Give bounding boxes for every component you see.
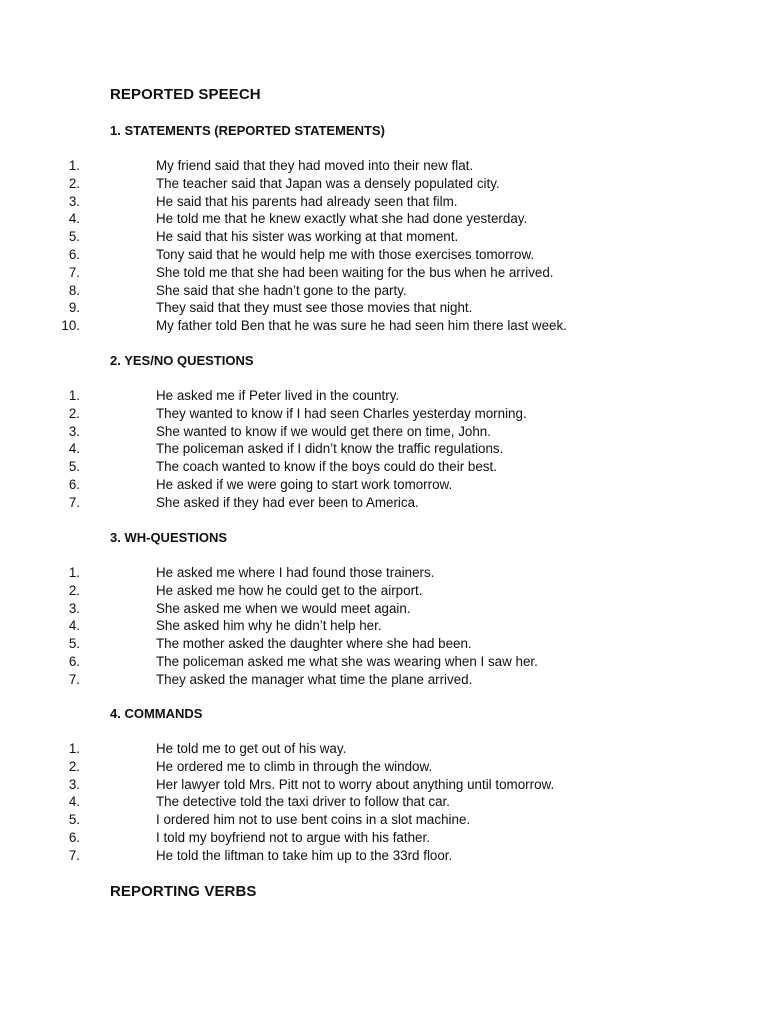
item-text: Her lawyer told Mrs. Pitt not to worry about anything until tomorrow. bbox=[156, 776, 555, 792]
item-number: 5. bbox=[68, 636, 80, 652]
list-item bbox=[0, 582, 700, 600]
item-text: The policeman asked me what she was wearing when I saw her. bbox=[156, 653, 538, 669]
item-number: 8. bbox=[68, 282, 80, 298]
item-number: 3. bbox=[68, 193, 80, 209]
item-number: 7. bbox=[68, 847, 80, 863]
item-text: The detective told the taxi driver to follow that car. bbox=[156, 794, 450, 810]
item-number: 2. bbox=[68, 758, 80, 774]
item-number: 7. bbox=[68, 264, 80, 280]
list-item bbox=[0, 671, 700, 689]
item-text: He asked if we were going to start work tomorrow. bbox=[156, 476, 453, 492]
item-number: 10. bbox=[61, 318, 80, 334]
list-item bbox=[0, 317, 700, 335]
item-number: 7. bbox=[68, 494, 80, 510]
item-text: The mother asked the daughter where she had been. bbox=[156, 636, 472, 652]
list-item bbox=[0, 228, 700, 246]
reporting-verbs-heading: REPORTING VERBS bbox=[110, 883, 257, 900]
item-text: He told me to get out of his way. bbox=[156, 741, 347, 756]
item-text: They said that they must see those movies that night. bbox=[156, 300, 473, 316]
item-text: She told me that she had been waiting for the bus when he arrived. bbox=[156, 264, 554, 280]
list-item bbox=[0, 458, 700, 476]
item-text: I ordered him not to use bent coins in a slot machine. bbox=[156, 812, 471, 828]
list-item bbox=[0, 564, 700, 582]
list-item bbox=[0, 776, 700, 794]
item-number: 5. bbox=[68, 812, 80, 828]
item-number: 4. bbox=[68, 211, 80, 227]
section-heading-yes-no-questions: 2. YES/NO QUESTIONS bbox=[110, 353, 254, 368]
item-text: He asked me if Peter lived in the country. bbox=[156, 388, 400, 403]
list-item bbox=[0, 264, 700, 282]
item-text: She asked me when we would meet again. bbox=[156, 600, 411, 616]
item-number: 6. bbox=[68, 246, 80, 262]
list-item bbox=[0, 811, 700, 829]
item-text: They wanted to know if I had seen Charles yesterday morning. bbox=[156, 405, 527, 421]
item-number: 4. bbox=[68, 794, 80, 810]
list-item bbox=[0, 653, 700, 671]
item-number: 1. bbox=[68, 388, 80, 403]
list-item bbox=[0, 157, 700, 175]
item-text: He said that his sister was working at that moment. bbox=[156, 229, 459, 245]
item-text: The policeman asked if I didn’t know the traffic regulations. bbox=[156, 441, 504, 457]
item-number: 4. bbox=[68, 618, 80, 634]
item-number: 5. bbox=[68, 229, 80, 245]
statements-list bbox=[0, 157, 700, 335]
item-number: 7. bbox=[68, 671, 80, 687]
item-number: 3. bbox=[68, 600, 80, 616]
list-item bbox=[0, 847, 700, 865]
item-text: He asked me how he could get to the airport. bbox=[156, 582, 423, 598]
list-item bbox=[0, 405, 700, 423]
item-number: 3. bbox=[68, 776, 80, 792]
document-title: REPORTED SPEECH bbox=[110, 86, 261, 103]
section-heading-commands: 4. COMMANDS bbox=[110, 706, 203, 721]
item-text: She asked him why he didn’t help her. bbox=[156, 618, 382, 634]
section-heading-statements: 1. STATEMENTS (REPORTED STATEMENTS) bbox=[110, 123, 385, 138]
list-item bbox=[0, 210, 700, 228]
list-item bbox=[0, 494, 700, 512]
item-number: 1. bbox=[68, 565, 80, 580]
item-text: He told me that he knew exactly what she had done yesterday. bbox=[156, 211, 528, 227]
item-text: I told my boyfriend not to argue with his father. bbox=[156, 829, 430, 845]
wh-questions-list bbox=[0, 564, 700, 689]
list-item bbox=[0, 600, 700, 618]
item-number: 6. bbox=[68, 653, 80, 669]
item-number: 9. bbox=[68, 300, 80, 316]
section-heading-wh-questions: 3. WH-QUESTIONS bbox=[110, 530, 228, 545]
item-number: 1. bbox=[68, 158, 80, 173]
item-number: 3. bbox=[68, 423, 80, 439]
item-text: He told the liftman to take him up to the 33rd floor. bbox=[156, 847, 453, 863]
item-number: 2. bbox=[68, 175, 80, 191]
list-item bbox=[0, 175, 700, 193]
yes-no-questions-list bbox=[0, 387, 700, 512]
item-number: 5. bbox=[68, 459, 80, 475]
list-item bbox=[0, 740, 700, 758]
item-text: They asked the manager what time the plane arrived. bbox=[156, 671, 473, 687]
commands-list bbox=[0, 740, 700, 865]
item-number: 4. bbox=[68, 441, 80, 457]
list-item bbox=[0, 299, 700, 317]
list-item bbox=[0, 793, 700, 811]
list-item bbox=[0, 440, 700, 458]
item-text: She said that she hadn’t gone to the party. bbox=[156, 282, 407, 298]
list-item bbox=[0, 387, 700, 405]
item-text: My father told Ben that he was sure he had seen him there last week. bbox=[156, 318, 567, 334]
list-item bbox=[0, 193, 700, 211]
item-text: Tony said that he would help me with those exercises tomorrow. bbox=[156, 246, 535, 262]
item-text: He asked me where I had found those trainers. bbox=[156, 565, 435, 580]
item-text: She wanted to know if we would get there on time, John. bbox=[156, 423, 491, 439]
item-number: 1. bbox=[68, 741, 80, 756]
item-text: The teacher said that Japan was a densely populated city. bbox=[156, 175, 500, 191]
item-number: 2. bbox=[68, 405, 80, 421]
list-item bbox=[0, 829, 700, 847]
item-text: The coach wanted to know if the boys could do their best. bbox=[156, 459, 497, 475]
list-item bbox=[0, 476, 700, 494]
item-number: 6. bbox=[68, 476, 80, 492]
list-item bbox=[0, 617, 700, 635]
item-number: 2. bbox=[68, 582, 80, 598]
list-item bbox=[0, 635, 700, 653]
list-item bbox=[0, 758, 700, 776]
list-item bbox=[0, 423, 700, 441]
item-text: She asked if they had ever been to America. bbox=[156, 494, 419, 510]
item-text: He ordered me to climb in through the window. bbox=[156, 758, 433, 774]
list-item bbox=[0, 282, 700, 300]
item-number: 6. bbox=[68, 829, 80, 845]
item-text: He said that his parents had already seen that film. bbox=[156, 193, 458, 209]
list-item bbox=[0, 246, 700, 264]
item-text: My friend said that they had moved into their new flat. bbox=[156, 158, 474, 173]
